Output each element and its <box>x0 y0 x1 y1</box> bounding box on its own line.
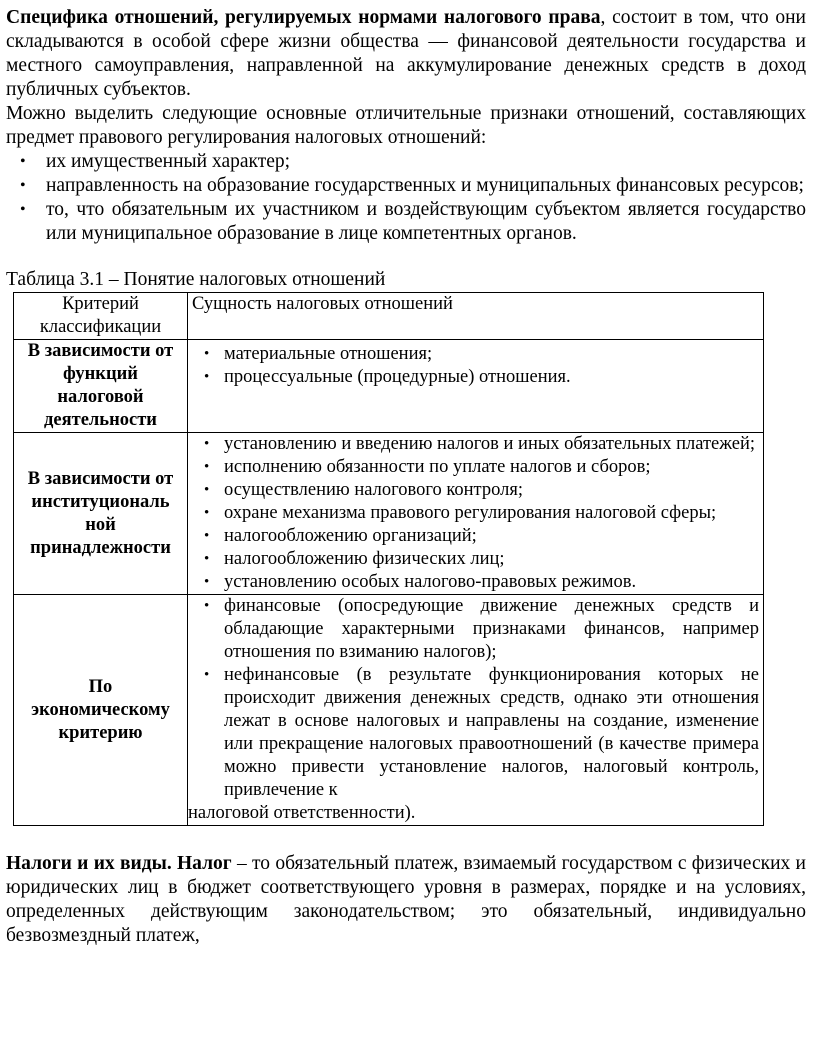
list-item: • их имущественный характер; <box>46 150 806 174</box>
definition-paragraph <box>6 852 806 948</box>
table-row <box>14 595 764 826</box>
definition-text: – то обязательный платеж, взимаемый государством с физических и юридических лиц в бюджет соответствующего уровня в размерах, порядке и на условиях, определенных действующим законодательством; это обязательный, индивидуально безвозмездный платеж, <box>6 853 806 946</box>
list-item: • установлению особых налогово-правовых режимов. <box>224 571 759 594</box>
list-item: • нефинансовые (в результате функционирования которых не происходит движения денежных средств, однако эти отношения лежат в основе налоговых и направлены на создание, изменение или прекращение налоговых правоотношений (в качестве примера можно привести установление налогов, налоговый контроль, привлечение к <box>224 664 759 802</box>
list-item: • исполнению обязанности по уплате налогов и сборов; <box>224 456 759 479</box>
row-tail-text: налоговой ответственности). <box>188 803 416 823</box>
list-item: • налогообложению физических лиц; <box>224 548 759 571</box>
list-item: • направленность на образование государственных и муниципальных финансовых ресурсов; <box>46 174 806 198</box>
table-caption: Таблица 3.1 – Понятие налоговых отношений <box>6 269 386 290</box>
row-criterion: По экономическому критерию <box>14 595 188 826</box>
intro-text: , состоит в том, что они складываются в особой сфере жизни общества — финансовой деятельности государства и местного самоуправления, направленной на аккумулирование денежных средств в доход публичных субъектов. <box>6 7 806 100</box>
list-item: • охране механизма правового регулирования налоговой сферы; <box>224 502 759 525</box>
list-item: • осуществлению налогового контроля; <box>224 479 759 502</box>
table-row <box>14 340 764 433</box>
intro-bold-lead: Специфика отношений, регулируемых нормами налогового права <box>6 7 601 28</box>
list-item: • процессуальные (процедурные) отношения. <box>224 366 759 389</box>
row-items <box>188 340 764 433</box>
header-criterion: Критерий классификации <box>14 293 188 340</box>
row-items <box>188 433 764 595</box>
table-row <box>14 433 764 595</box>
list-item: • то, что обязательным их участником и воздействующим субъектом является государство или муниципальное образование в лице компетентных органов. <box>46 198 806 246</box>
relations-table <box>13 292 764 826</box>
row-criterion: В зависимости от функций налоговой деятельности <box>14 340 188 433</box>
header-essence: Сущность налоговых отношений <box>188 293 764 340</box>
features-intro: Можно выделить следующие основные отличительные признаки отношений, составляющих предмет правового регулирования налоговых отношений: <box>6 103 806 148</box>
list-item: • налогообложению организаций; <box>224 525 759 548</box>
row-items <box>188 595 764 826</box>
list-item: • финансовые (опосредующие движение денежных средств и обладающие характерными признаками финансов, например отношения по взиманию налогов); <box>224 595 759 664</box>
list-item: • установлению и введению налогов и иных обязательных платежей; <box>224 433 759 456</box>
list-item: • материальные отношения; <box>224 343 759 366</box>
row-criterion: В зависимости от институциональ ной принадлежности <box>14 433 188 595</box>
features-list <box>6 150 806 246</box>
definition-bold-lead: Налоги и их виды. Налог <box>6 853 232 874</box>
table-header-row <box>14 293 764 340</box>
intro-paragraph <box>6 6 806 102</box>
